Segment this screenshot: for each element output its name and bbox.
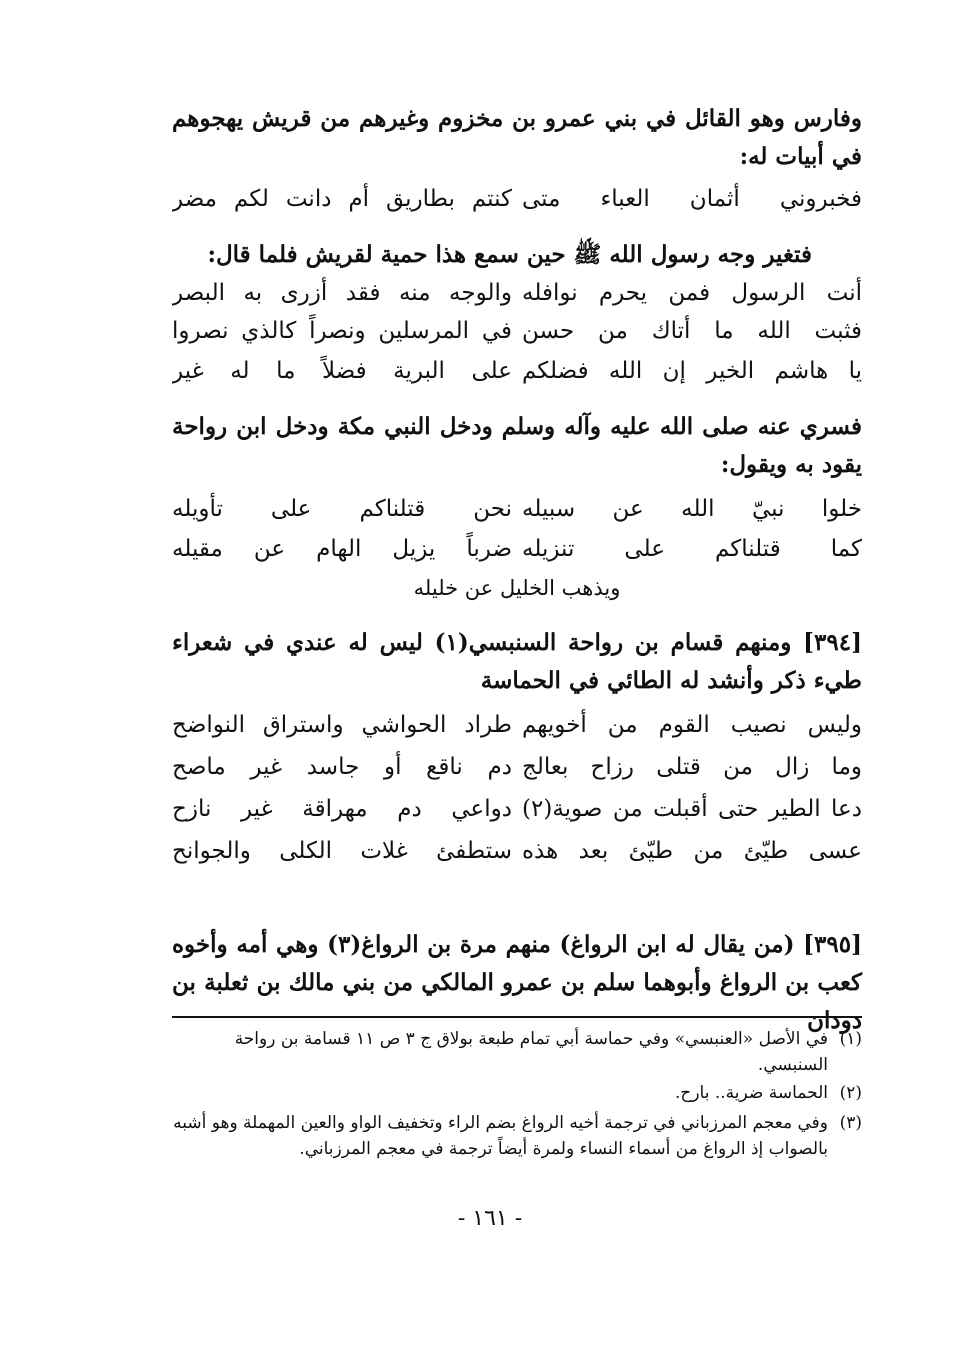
verse-line-5 [172, 490, 862, 528]
verse-hemistich-second: دم ناقع أو جاسد غير ماصح [172, 754, 512, 780]
verse-hemistich-second: كنتم بطاريق أم دانت لكم مضر [172, 186, 512, 212]
verse-hemistich-second: طراد الحواشي واستراق النواضح [172, 712, 512, 738]
paragraph-prophet-reaction: فتغير وجه رسول الله ﷺ حين سمع هذا حمية لقريش فلما قال: [207, 241, 812, 268]
verse-hemistich-first: وليس نصيب القوم من أخويهم [522, 712, 862, 738]
entry-395 [172, 926, 862, 1040]
verse-tail: ويذهب الخليل عن خليله [413, 576, 621, 600]
verse-hemistich-second: دواعي دم مهراقة غير نازح [172, 796, 512, 822]
verse-hemistich-first: خلوا نبيّ الله عن سبيله [522, 496, 862, 522]
verse-line-4 [172, 352, 862, 390]
verse-line-2 [172, 274, 862, 312]
verse-line-6 [172, 530, 862, 568]
footnote-number: (٣) [839, 1113, 862, 1133]
verse-hemistich-second: ضرباً يزيل الهام عن مقيله [172, 536, 512, 562]
verse-hemistich-first: فخبروني أثمان العباء متى [522, 186, 862, 212]
verse-hemistich-second: على البرية فضلاً ما له غير [172, 358, 512, 384]
footnote-1 [172, 1026, 862, 1078]
footnote-continuation: بالصواب إذ الرواغ من أسماء النساء ولمرة أيضاً ترجمة في معجم المرزباني. [299, 1139, 828, 1159]
footnote-continuation: السنبسي. [757, 1055, 828, 1075]
entry-394: [٣٩٤] ومنهم قسام بن رواحة السنبسي(١) ليس له عندي في شعراء طيء ذكر وأنشد له الطائي في الحماسة [172, 629, 862, 694]
verse-hemistich-second: ستطفئ غلات الكلى والجوانح [172, 838, 512, 864]
footnote-number: (٢) [839, 1083, 862, 1103]
footnote-divider [172, 1016, 862, 1018]
footnote-text: في الأصل «العنبسي» وفي حماسة أبي تمام طبعة بولاق ج ٣ ص ١١ قسامة بن رواحة [234, 1029, 828, 1049]
footnote-text: الحماسة ضرية.. بارح. [674, 1083, 828, 1103]
verse-line-1 [172, 180, 862, 218]
verse-hemistich-first: يا هاشم الخير إن الله فضلكم [522, 358, 862, 384]
verse-hemistich-first: فثبت الله ما أتاك من حسن [522, 318, 862, 344]
verse-line-10 [172, 832, 862, 870]
verse-hemistich-first: وما زال من قتلى رزاح بعالج [522, 754, 862, 780]
page-number: - ١٦١ - [457, 1206, 523, 1231]
entry-395-heading: [٣٩٥] (من يقال له ابن الرواغ) [559, 931, 862, 958]
verse-hemistich-first: دعا الطير حتى أقبلت من صوية(٢) [522, 796, 862, 822]
entry-395-text: منهم مرة بن الرواغ(٣) وهي أمه وأخوه كعب بن الرواغ وأبوهما سلم بن عمرو المالكي من بني مالك بن ثعلبة بن دودان [172, 931, 862, 1034]
footnote-number: (١) [839, 1029, 862, 1049]
verse-hemistich-first: عسى طيّئ من طيّئ بعد هذه [522, 838, 862, 864]
verse-hemistich-second: والوجه منه فقد أزرى به البصر [172, 280, 512, 306]
verse-hemistich-first: كما قتلناكم على تنزيله [522, 536, 862, 562]
paragraph-intro: وفارس وهو القائل في بني عمرو بن مخزوم وغيرهم من قريش يهجوهم في أبيات له: [172, 105, 862, 170]
verse-line-3 [172, 312, 862, 350]
footnote-text: وفي معجم المرزباني في ترجمة أخيه الرواغ بضم الراء وتخفيف الواو والعين المهملة وهو أشبه [173, 1113, 828, 1133]
verse-hemistich-second: نحن قتلناكم على تأويله [172, 496, 512, 522]
verse-hemistich-second: في المرسلين ونصراً كالذي نصروا [172, 318, 512, 344]
verse-line-9 [172, 790, 862, 828]
footnote-2 [172, 1080, 862, 1106]
verse-hemistich-first: أنت الرسول فمن يحرم نوافله [522, 280, 862, 306]
verse-line-8 [172, 748, 862, 786]
footnote-3 [172, 1110, 862, 1162]
paragraph-ibn-rawaha: فسري عنه صلى الله عليه وآله وسلم ودخل النبي مكة ودخل ابن رواحة يقود به ويقول: [172, 413, 862, 478]
verse-line-7 [172, 706, 862, 744]
